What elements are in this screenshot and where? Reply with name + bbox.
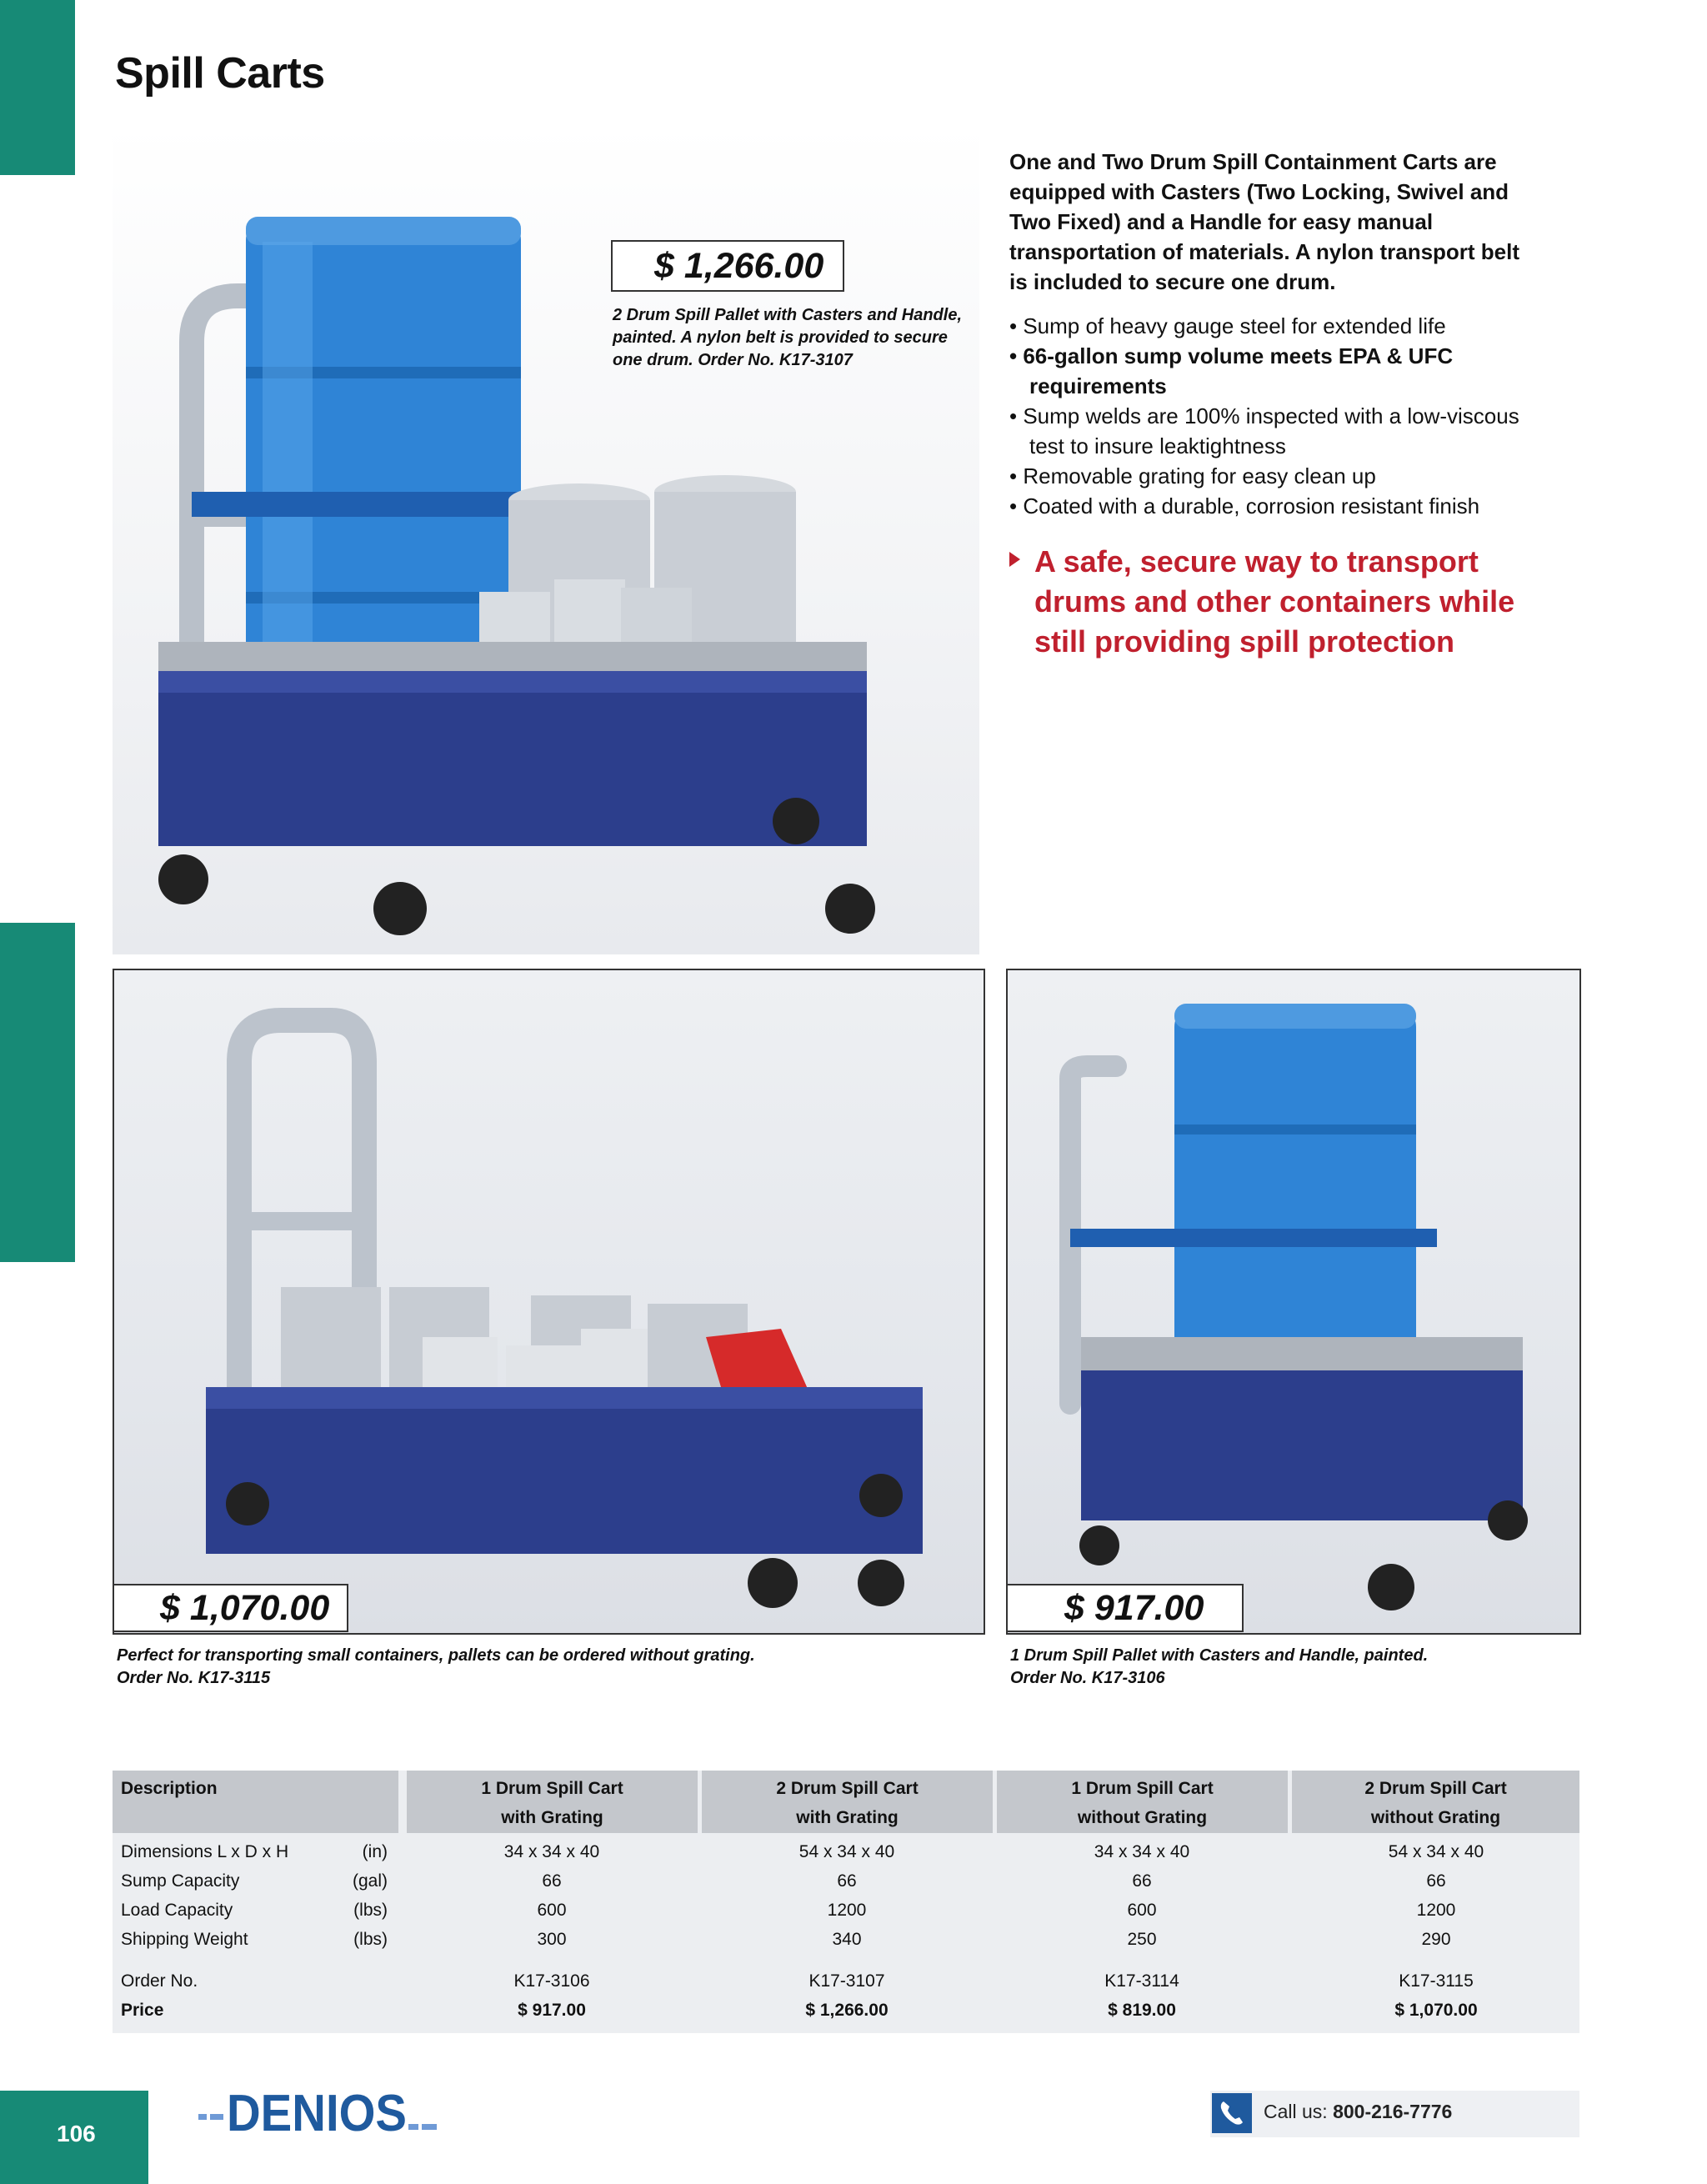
spec-cell: 290 bbox=[1421, 1930, 1451, 1949]
spec-cell: K17-3106 bbox=[513, 1971, 590, 1991]
price-two-drum-without-grating: $ 1,070.00 bbox=[113, 1584, 348, 1632]
phone-number: 800-216-7776 bbox=[1333, 2101, 1453, 2122]
logo-text: DENIOS bbox=[227, 2085, 407, 2142]
spec-cell: 250 bbox=[1127, 1930, 1157, 1949]
feature-item: • 66-gallon sump volume meets EPA & UFC requirements bbox=[1009, 343, 1454, 398]
spec-cell: 66 bbox=[1132, 1871, 1152, 1891]
column-subtitle: without Grating bbox=[1370, 1808, 1501, 1827]
price-one-drum-with-grating: $ 917.00 bbox=[1006, 1584, 1244, 1632]
photo-two-drum-cart-no-grating bbox=[113, 969, 985, 1635]
feature-list bbox=[1009, 311, 1543, 521]
caption-two-drum-without-grating bbox=[117, 1645, 984, 1690]
spec-cell: K17-3115 bbox=[1399, 1971, 1474, 1991]
caption-two-drum-with-grating: 2 Drum Spill Pallet with Casters and Handle, painted. A nylon belt is provided to secure one drum. Order No. K17-3107 bbox=[613, 306, 962, 369]
spec-cell: 1200 bbox=[1416, 1901, 1456, 1920]
call-us-text bbox=[1264, 2101, 1452, 2123]
column-title: 1 Drum Spill Cart bbox=[1071, 1779, 1214, 1798]
spec-header-column bbox=[702, 1771, 993, 1833]
column-title: 1 Drum Spill Cart bbox=[481, 1779, 623, 1798]
spec-cell: $ 1,070.00 bbox=[1394, 2001, 1478, 2020]
spec-cell: 66 bbox=[542, 1871, 562, 1891]
caption-one-drum-with-grating bbox=[1010, 1645, 1577, 1690]
column-subtitle: without Grating bbox=[1077, 1808, 1208, 1827]
spec-cell: 54 x 34 x 40 bbox=[798, 1842, 895, 1861]
spec-cell: 600 bbox=[1127, 1901, 1157, 1920]
photo-one-drum-cart bbox=[1006, 969, 1581, 1635]
caption-line: Order No. K17-3106 bbox=[1010, 1669, 1165, 1687]
spec-header-column bbox=[997, 1771, 1288, 1833]
spec-cell: 600 bbox=[537, 1901, 567, 1920]
spec-table bbox=[113, 1771, 1579, 2033]
spec-row-label: Order No. bbox=[121, 1971, 198, 1991]
photo-two-drum-cart bbox=[113, 125, 979, 954]
feature-item: • Coated with a durable, corrosion resistant finish bbox=[1009, 493, 1480, 518]
spec-row-label: Load Capacity bbox=[121, 1901, 233, 1920]
tagline bbox=[1009, 542, 1543, 662]
feature-item: • Sump welds are 100% inspected with a low-viscous test to insure leaktightness bbox=[1009, 403, 1519, 458]
phone-icon bbox=[1212, 2093, 1252, 2133]
spec-header-column bbox=[1292, 1771, 1579, 1833]
call-label: Call us: bbox=[1264, 2101, 1328, 2122]
spec-row-label: Dimensions L x D x H bbox=[121, 1842, 289, 1861]
price-two-drum-with-grating: $ 1,266.00 bbox=[611, 240, 844, 292]
spec-header-column bbox=[407, 1771, 698, 1833]
spec-cell: $ 819.00 bbox=[1108, 2001, 1176, 2020]
spec-cell: K17-3107 bbox=[808, 1971, 885, 1991]
spec-row-label: Sump Capacity bbox=[121, 1871, 240, 1891]
caption-line: Perfect for transporting small containers, pallets can be ordered without grating. bbox=[117, 1646, 755, 1665]
section-tab-middle bbox=[0, 923, 75, 1262]
spec-row-unit: (lbs) bbox=[353, 1930, 388, 1949]
spec-cell: K17-3114 bbox=[1104, 1971, 1179, 1991]
spec-cell: 1200 bbox=[827, 1901, 867, 1920]
spec-row-unit: (gal) bbox=[352, 1871, 388, 1891]
caption-line: 1 Drum Spill Pallet with Casters and Handle, painted. bbox=[1010, 1646, 1429, 1665]
spec-row-unit: (lbs) bbox=[353, 1901, 388, 1920]
spec-row-label: Price bbox=[121, 2001, 164, 2020]
call-us-box bbox=[1210, 2091, 1579, 2137]
spec-cell: 34 x 34 x 40 bbox=[1094, 1842, 1190, 1861]
spec-cell: 300 bbox=[537, 1930, 567, 1949]
column-subtitle: with Grating bbox=[501, 1808, 603, 1827]
spec-cell: $ 1,266.00 bbox=[805, 2001, 889, 2020]
caption-line: Order No. K17-3115 bbox=[117, 1669, 271, 1687]
arrow-right-icon bbox=[1009, 552, 1020, 567]
column-title: 2 Drum Spill Cart bbox=[776, 1779, 919, 1798]
column-subtitle: with Grating bbox=[796, 1808, 899, 1827]
spec-cell: 340 bbox=[832, 1930, 862, 1949]
feature-item: • Removable grating for easy clean up bbox=[1009, 463, 1376, 488]
section-tab-top bbox=[0, 0, 75, 175]
spec-cell: 34 x 34 x 40 bbox=[503, 1842, 600, 1861]
tagline-text: A safe, secure way to transport drums and other containers while still providing spill protection bbox=[1034, 544, 1515, 659]
spec-row-unit: (in) bbox=[362, 1842, 388, 1861]
intro-paragraph: One and Two Drum Spill Containment Carts are equipped with Casters (Two Locking, Swivel and Two Fixed) and a Handle for easy manual transportation of materials. A nylon transport belt is included to secure one drum. bbox=[1009, 149, 1520, 294]
feature-item: • Sump of heavy gauge steel for extended life bbox=[1009, 313, 1446, 338]
spec-cell: 66 bbox=[837, 1871, 857, 1891]
spec-row-label: Shipping Weight bbox=[121, 1930, 248, 1949]
spec-cell: 66 bbox=[1426, 1871, 1446, 1891]
denios-logo bbox=[198, 2084, 440, 2142]
page-number: 106 bbox=[0, 2091, 148, 2184]
spec-cell: $ 917.00 bbox=[518, 2001, 586, 2020]
spec-cell: 54 x 34 x 40 bbox=[1388, 1842, 1484, 1861]
column-title: 2 Drum Spill Cart bbox=[1364, 1779, 1507, 1798]
spec-header-description: Description bbox=[113, 1771, 398, 1833]
page-title: Spill Carts bbox=[115, 49, 325, 98]
